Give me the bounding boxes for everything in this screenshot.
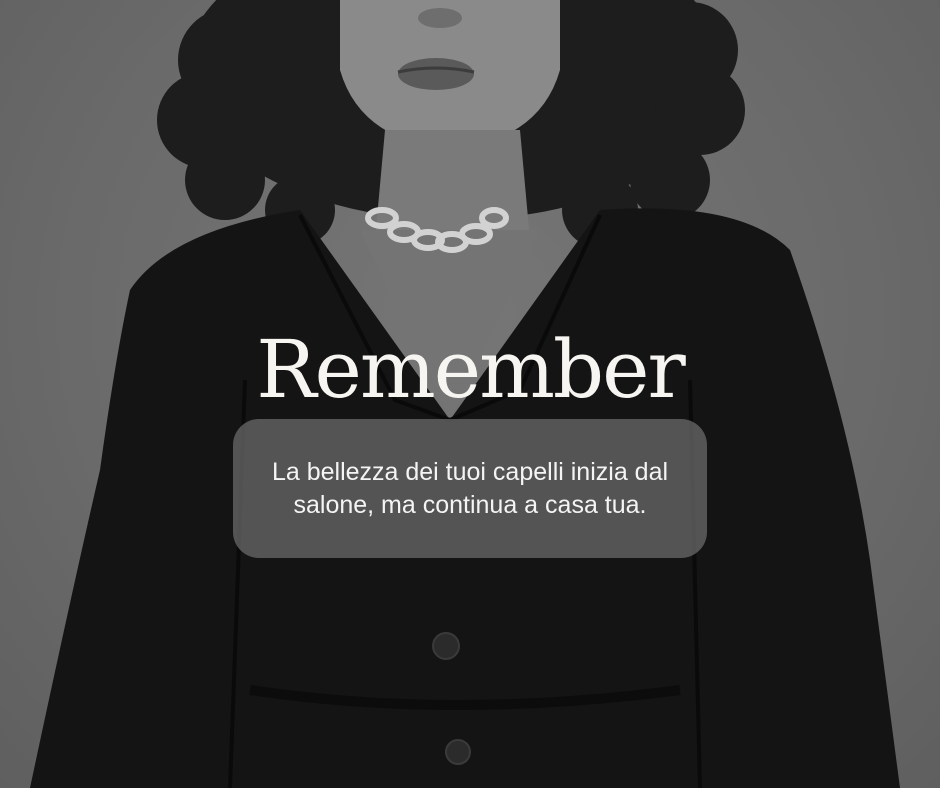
- quote-text: La bellezza dei tuoi capelli inizia dal salone, ma continua a casa tua.: [271, 457, 669, 519]
- headline: Remember: [256, 323, 684, 416]
- lips: [398, 58, 474, 90]
- quote-box: [233, 419, 707, 558]
- nose: [418, 8, 462, 28]
